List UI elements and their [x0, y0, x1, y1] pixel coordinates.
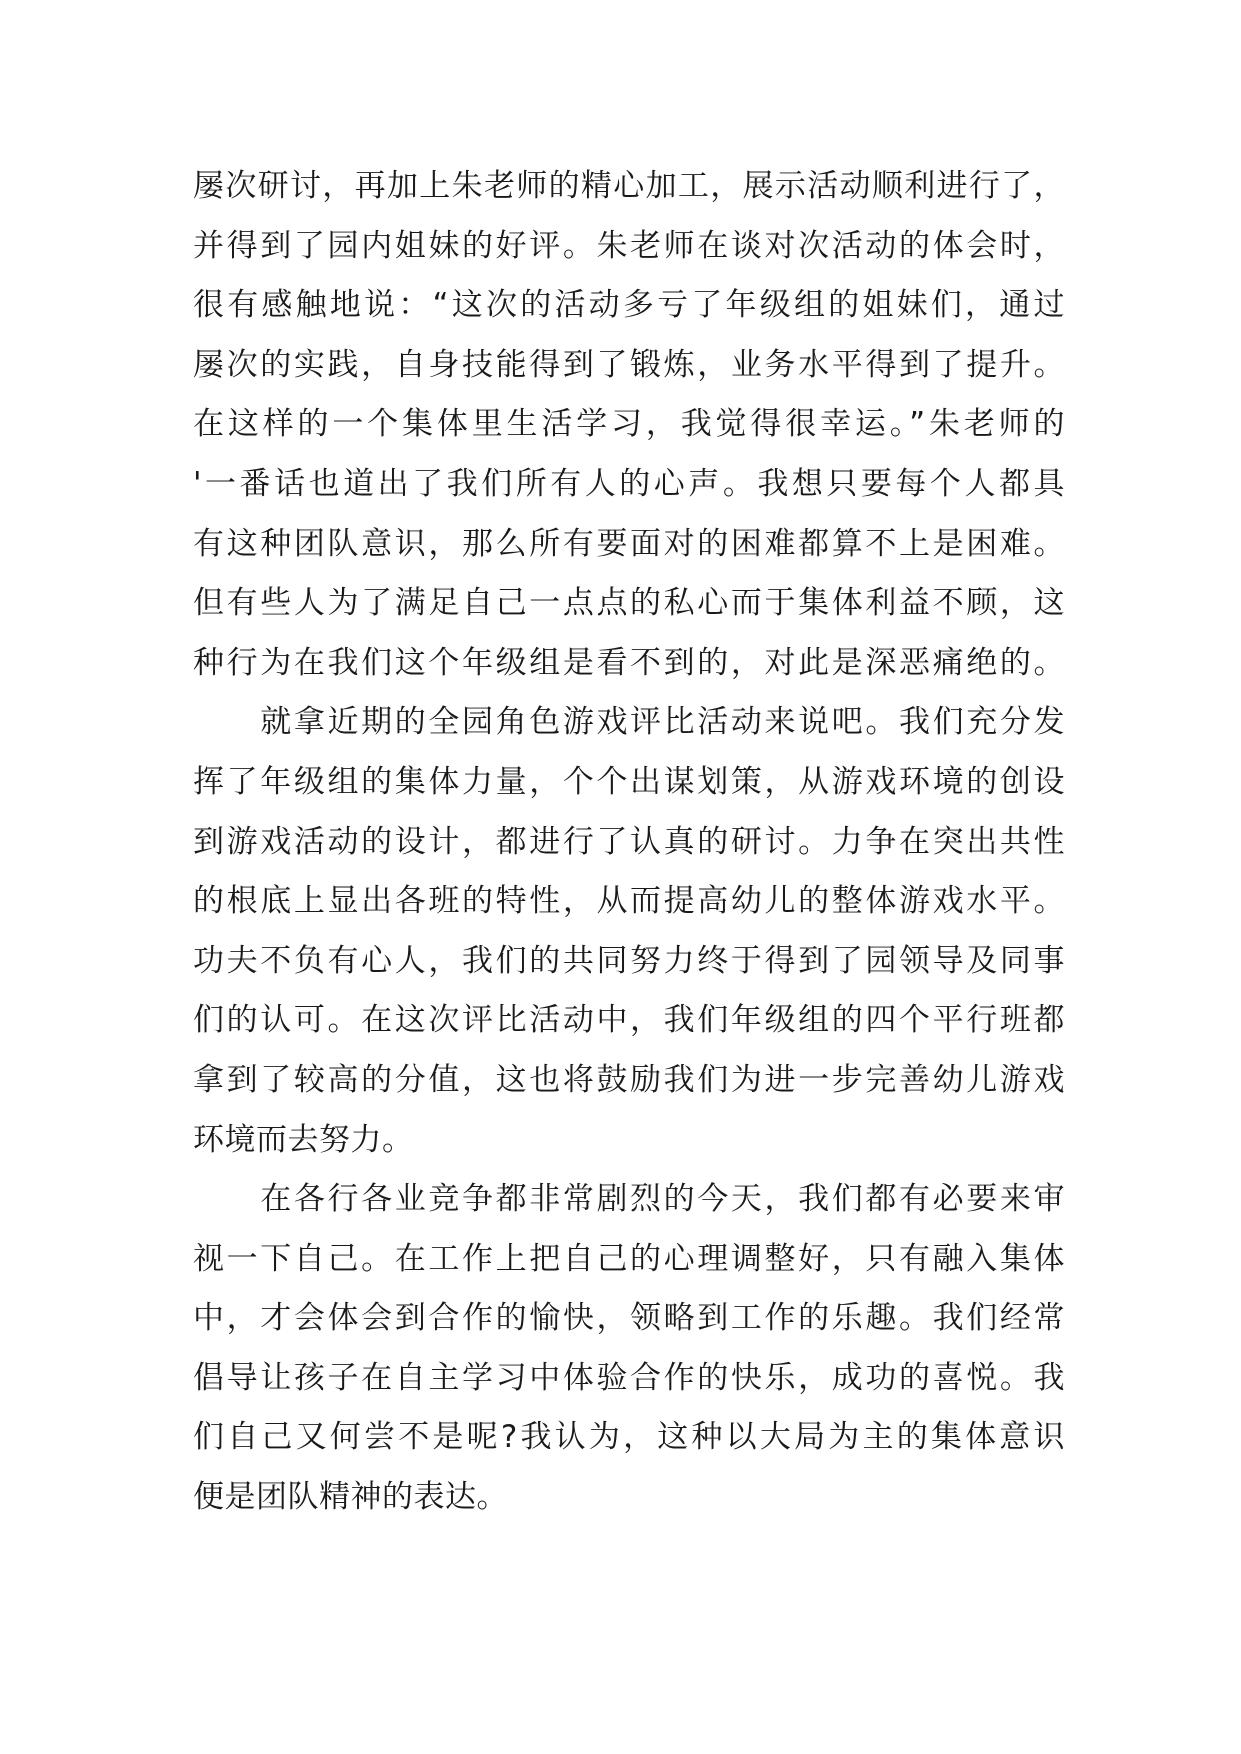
text-line: 就拿近期的全园角色游戏评比活动来说吧。我们充分发 — [193, 704, 1065, 741]
text-line: 功夫不负有心人，我们的共同努力终于得到了园领导及同事 — [193, 942, 1065, 979]
text-line: 并得到了园内姐妹的好评。朱老师在谈对次活动的体会时， — [193, 227, 1065, 264]
paragraph-3 — [193, 1170, 1065, 1528]
text-line: 在各行各业竞争都非常剧烈的今天，我们都有必要来审 — [193, 1181, 1065, 1218]
text-line: 挥了年级组的集体力量，个个出谋划策，从游戏环境的创设 — [193, 763, 1065, 800]
text-line: 在这样的一个集体里生活学习，我觉得很幸运。”朱老师的 — [193, 406, 1065, 443]
text-line: 环境而去努力。 — [193, 1121, 414, 1158]
text-line: '一番话也道出了我们所有人的心声。我想只要每个人都具 — [193, 465, 1065, 502]
text-line: 视一下自己。在工作上把自己的心理调整好，只有融入集体 — [193, 1240, 1065, 1277]
text-line: 很有感触地说：“这次的活动多亏了年级组的姐妹们，通过 — [193, 287, 1065, 324]
text-line: 的根底上显出各班的特性，从而提高幼儿的整体游戏水平。 — [193, 883, 1065, 920]
text-line: 们自己又何尝不是呢?我认为，这种以大局为主的集体意识 — [193, 1419, 1065, 1456]
document-body — [193, 157, 1065, 1528]
text-line: 拿到了较高的分值，这也将鼓励我们为进一步完善幼儿游戏 — [193, 1061, 1065, 1098]
text-line: 到游戏活动的设计，都进行了认真的研讨。力争在突出共性 — [193, 823, 1065, 860]
text-line: 屡次研讨，再加上朱老师的精心加工，展示活动顺利进行了， — [193, 168, 1065, 204]
text-line: 种行为在我们这个年级组是看不到的，对此是深恶痛绝的。 — [193, 644, 1065, 681]
text-line: 们的认可。在这次评比活动中，我们年级组的四个平行班都 — [193, 1002, 1065, 1039]
text-line: 中，才会体会到合作的愉快，领略到工作的乐趣。我们经常 — [193, 1300, 1065, 1337]
paragraph-1 — [193, 157, 1065, 693]
paragraph-2 — [193, 693, 1065, 1170]
text-line: 但有些人为了满足自己一点点的私心而于集体利益不顾，这 — [193, 585, 1065, 622]
text-line: 有这种团队意识，那么所有要面对的困难都算不上是困难。 — [193, 525, 1065, 562]
text-line: 屡次的实践，自身技能得到了锻炼，业务水平得到了提升。 — [193, 346, 1065, 383]
text-line: 便是团队精神的表达。 — [193, 1479, 508, 1516]
text-line: 倡导让孩子在自主学习中体验合作的快乐，成功的喜悦。我 — [193, 1359, 1065, 1396]
